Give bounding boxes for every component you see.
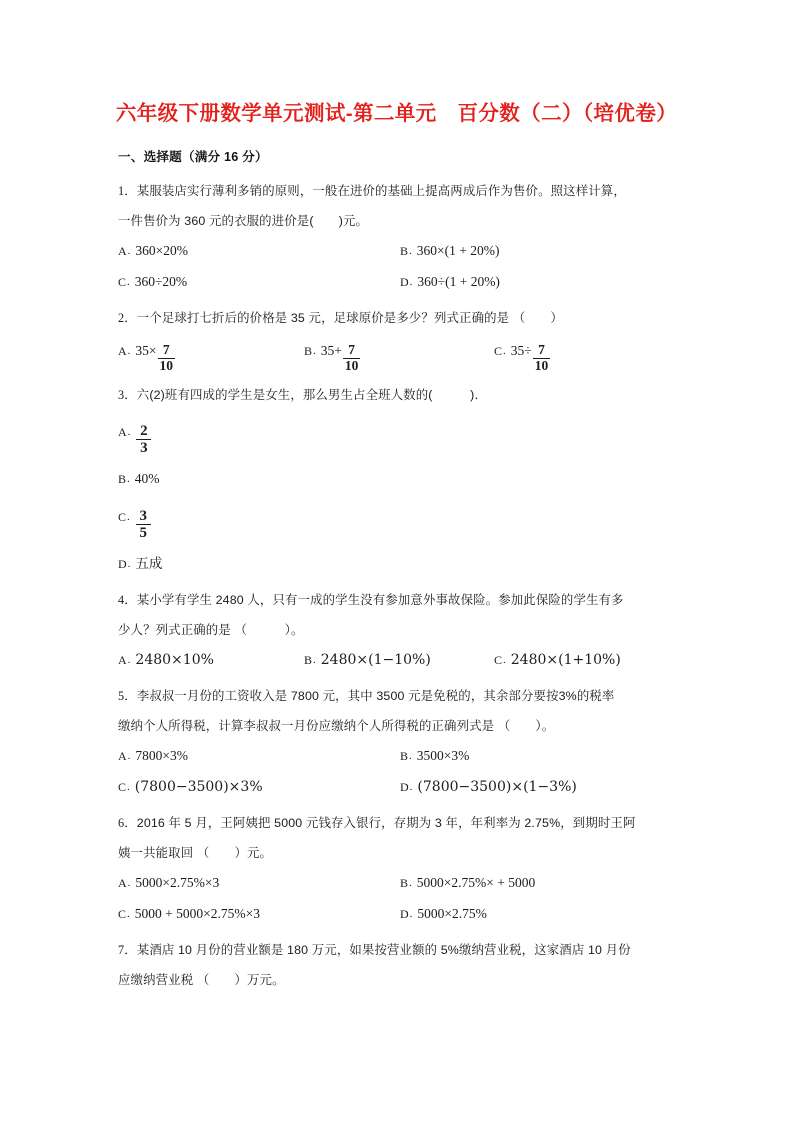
question-1-option-a[interactable]: A . 360×20% [118, 236, 400, 267]
question-6-stem-line1: ．2016 年 5 月，王阿姨把 5000 元钱存入银行，存期为 3 年，年利率为 2.75%，到期时王阿 [124, 816, 636, 830]
question-5-option-d[interactable]: D . (7800−3500)×(1−3%) [400, 772, 577, 803]
question-3-number: 3 [118, 388, 125, 402]
question-3-stem-line1: ．六(2)班有四成的学生是女生，那么男生占全班人数的( )． [124, 388, 487, 402]
question-6-option-a[interactable]: A . 5000×2.75%×3 [118, 868, 400, 899]
question-3-options-row-c [118, 495, 684, 549]
question-3-option-b[interactable]: B . 40% [118, 464, 160, 495]
question-6-option-b[interactable]: B . 5000×2.75%× + 5000 [400, 868, 535, 899]
question-6-options-row-2 [118, 899, 684, 930]
question-6-options-row-1 [118, 868, 684, 899]
question-5 [118, 681, 684, 803]
question-4-option-c[interactable]: C . 2480×(1+10%) [494, 645, 621, 676]
document-body [118, 146, 684, 1000]
question-6 [118, 808, 684, 930]
fraction-3-5: $\frac{3}{5}$ [136, 508, 151, 542]
question-5-options-row-1 [118, 741, 684, 772]
question-3-stem [118, 380, 684, 410]
question-2-stem [118, 303, 684, 333]
question-1-option-c[interactable]: C . 360÷20% [118, 267, 400, 298]
section-heading: 一、选择题（满分 16 分） [118, 150, 268, 164]
question-6-stem [118, 808, 684, 838]
fraction-7-10: $\frac{7}{10}$ [344, 342, 359, 374]
fraction-7-10: $\frac{7}{10}$ [159, 342, 174, 374]
question-6-option-d[interactable]: D . 5000×2.75% [400, 899, 487, 930]
question-4-number: 4 [118, 593, 125, 607]
page-title: 六年级下册数学单元测试-第二单元 百分数（二）（培优卷） [115, 102, 678, 125]
question-4-stem [118, 585, 684, 615]
question-6-number: 6 [118, 816, 125, 830]
question-1-stem-line2: 一件售价为 360 元的衣服的进价是( )元。 [118, 214, 369, 228]
question-3-option-a[interactable]: A . $\frac{2}{3}$ [118, 417, 152, 458]
question-2-number: 2 [118, 311, 125, 325]
question-5-options-row-2 [118, 772, 684, 803]
question-2-stem-line1: ．一个足球打七折后的价格是 35 元，足球原价是多少？列式正确的是 （ ） [124, 311, 563, 325]
question-7-stem-line2: 应缴纳营业税 （ ）万元。 [118, 973, 285, 987]
question-1 [118, 176, 684, 298]
question-7-stem-line1: ．某酒店 10 月份的营业额是 180 万元，如果按营业额的 5%缴纳营业税，这家酒店 10 月份 [124, 943, 631, 957]
question-3-option-c[interactable]: C . $\frac{3}{5}$ [118, 502, 152, 543]
question-5-stem-line1: ．李叔叔一月份的工资收入是 7800 元，其中 3500 元是免税的，其余部分要按3%的税率 [124, 689, 615, 703]
question-4-option-b[interactable]: B . 2480×(1−10%) [304, 645, 494, 676]
question-4-stem-line2: 少人？列式正确的是 （ ）。 [118, 623, 304, 637]
question-4-option-a[interactable]: A . 2480×10% [118, 645, 304, 676]
question-3 [118, 380, 684, 580]
question-1-stem-line1: ．某服装店实行薄利多销的原则，一般在进价的基础上提高两成后作为售价。照这样计算， [124, 184, 626, 198]
question-3-options-row-a [118, 410, 684, 464]
question-1-option-b[interactable]: B . 360×(1 + 20%) [400, 236, 499, 267]
question-4 [118, 585, 684, 676]
question-5-option-a[interactable]: A . 7800×3% [118, 741, 400, 772]
question-4-options-row [118, 645, 684, 676]
question-2-option-c[interactable]: C . 35÷ $\frac{7}{10}$ [494, 342, 551, 375]
question-7-number: 7 [118, 943, 125, 957]
question-2 [118, 303, 684, 375]
question-3-options-row-d [118, 549, 684, 580]
question-6-stem-line2: 姨一共能取回 （ ）元。 [118, 846, 273, 860]
question-1-number: 1 [118, 184, 125, 198]
question-1-options-row-2 [118, 267, 684, 298]
question-1-option-d[interactable]: D . 360÷(1 + 20%) [400, 267, 500, 298]
question-1-stem [118, 176, 684, 206]
question-3-options-row-b [118, 464, 684, 495]
question-5-stem-line2: 缴纳个人所得税，计算李叔叔一月份应缴纳个人所得税的正确列式是 （ ）。 [118, 719, 555, 733]
question-2-option-a[interactable]: A . 35× $\frac{7}{10}$ [118, 342, 304, 375]
question-7 [118, 935, 684, 995]
question-5-option-b[interactable]: B . 3500×3% [400, 741, 469, 772]
question-3-option-d[interactable]: D . 五成 [118, 549, 162, 580]
question-2-option-b[interactable]: B . 35+ $\frac{7}{10}$ [304, 342, 494, 375]
question-2-options-row [118, 333, 684, 375]
question-5-stem [118, 681, 684, 711]
fraction-2-3: $\frac{2}{3}$ [136, 423, 151, 457]
fraction-7-10: $\frac{7}{10}$ [534, 342, 549, 374]
question-3-options [118, 410, 684, 580]
question-1-options-row-1 [118, 236, 684, 267]
question-5-option-c[interactable]: C . (7800−3500)×3% [118, 772, 400, 803]
question-5-number: 5 [118, 689, 125, 703]
question-6-option-c[interactable]: C . 5000 + 5000×2.75%×3 [118, 899, 400, 930]
question-4-stem-line1: ．某小学有学生 2480 人，只有一成的学生没有参加意外事故保险。参加此保险的学生有多 [124, 593, 624, 607]
question-7-stem [118, 935, 684, 965]
